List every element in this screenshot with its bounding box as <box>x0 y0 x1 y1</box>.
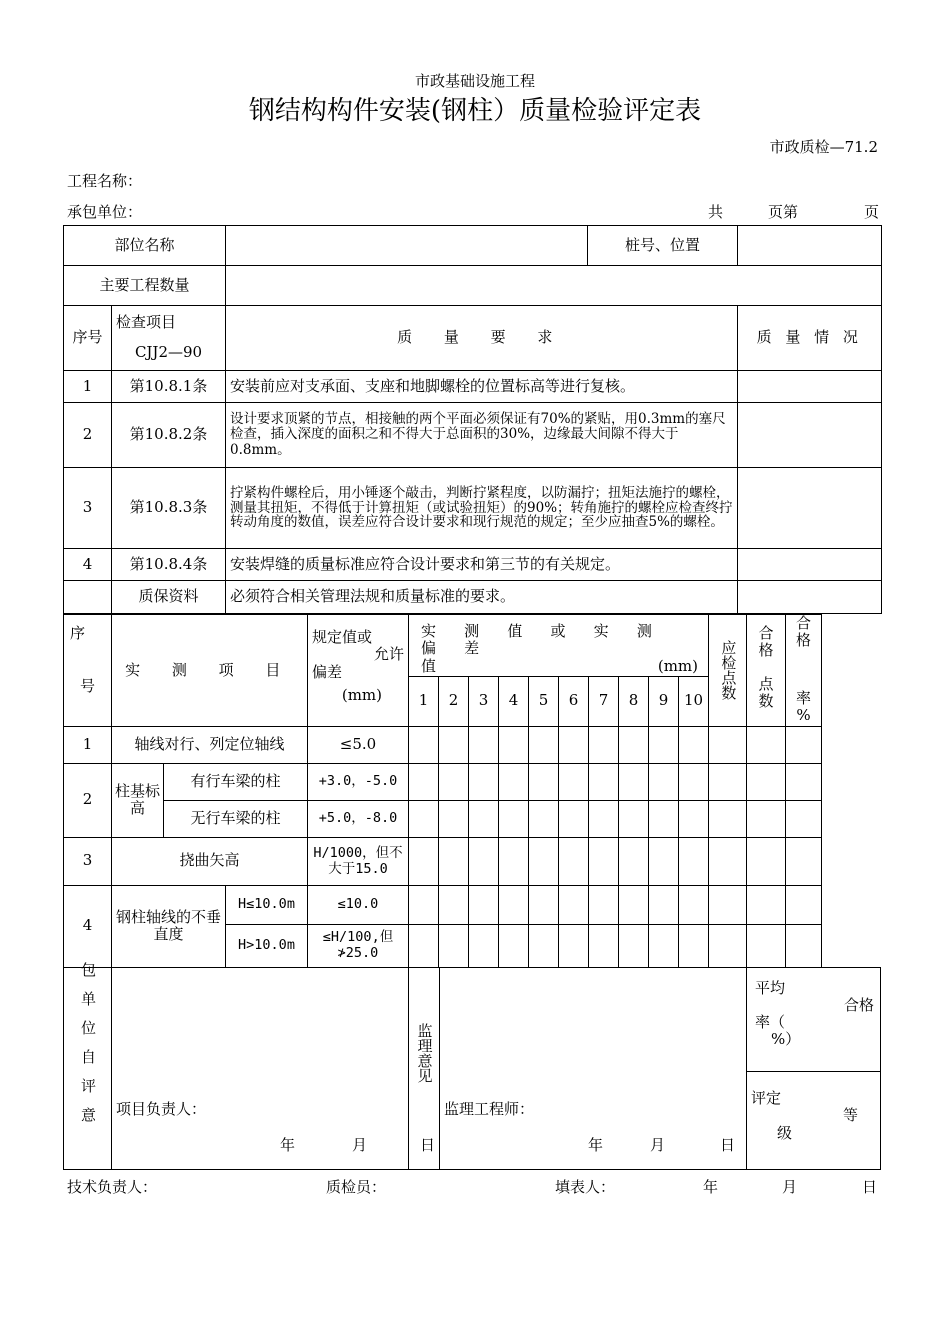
rate-line2: 格 <box>796 631 812 650</box>
seq-top: 序 <box>70 624 86 642</box>
points-header <box>709 615 747 727</box>
measure-cell[interactable] <box>529 837 559 885</box>
measure-cell[interactable] <box>679 763 709 800</box>
measure-cell[interactable] <box>499 885 529 924</box>
supervision-year: 年 <box>588 1135 604 1154</box>
form-code: 市政质检—71.2 <box>769 138 878 156</box>
item-requirement: 拧紧构件螺栓后，用小锤逐个敲击，判断拧紧程度，以防漏拧；扭矩法施拧的螺栓，测量其扭矩，不得低于计算扭矩（或试验扭矩）的90%；转角施拧的螺栓应检查终拧转动角度的数值，误差应符合设计要求和现行规范的规定；至少应抽查5%的螺栓。 <box>226 468 738 549</box>
pass-rate-cell[interactable] <box>786 800 822 837</box>
spec-line2: 允许 <box>373 645 404 664</box>
measure-cell[interactable] <box>439 800 469 837</box>
measure-cell[interactable] <box>619 800 649 837</box>
item-requirement: 设计要求顶紧的节点，相接触的两个平面必须保证有70%的紧贴，用0.3mm的塞尺检查，插入深度的面积之和不得大于总面积的30%，边缘最大间隙不得大于0.8mm。 <box>226 403 738 468</box>
avg-rate-line1: 平均 <box>755 978 786 997</box>
row-item: 有行车梁的柱 <box>164 763 308 800</box>
item-requirement: 安装前应对支承面、支座和地脚螺栓的位置标高等进行复核。 <box>226 371 738 403</box>
measure-cell[interactable] <box>589 924 619 967</box>
measure-cell[interactable] <box>499 800 529 837</box>
measure-cell[interactable] <box>589 726 619 763</box>
measure-cell[interactable] <box>649 885 679 924</box>
contractor-label: 承包单位： <box>67 203 143 221</box>
deviation-unit: (mm) <box>657 656 699 675</box>
points-cell[interactable] <box>709 763 747 800</box>
measure-cell[interactable] <box>589 885 619 924</box>
spec-header <box>308 615 409 727</box>
row-spec: ≤H/100,但≯25.0 <box>308 924 409 967</box>
measure-cell[interactable] <box>559 763 589 800</box>
item-clause: 第10.8.2条 <box>112 403 226 468</box>
page-total-label: 共 <box>708 203 724 221</box>
tech-leader-label: 技术负责人： <box>67 1178 158 1196</box>
footer-day: 日 <box>862 1178 878 1196</box>
measure-cell[interactable] <box>649 924 679 967</box>
item-clause: 第10.8.1条 <box>112 371 226 403</box>
measure-cell[interactable] <box>469 763 499 800</box>
measure-cell[interactable] <box>499 763 529 800</box>
qa-requirement: 必须符合相关管理法规和质量标准的要求。 <box>226 581 738 614</box>
measure-cell[interactable] <box>409 924 439 967</box>
measure-cell[interactable] <box>619 924 649 967</box>
measure-cell[interactable] <box>439 924 469 967</box>
avg-rate-cell[interactable] <box>747 967 881 1072</box>
avg-rate-line3: 率（ <box>755 1013 786 1031</box>
measure-cell[interactable] <box>559 800 589 837</box>
measure-cell[interactable] <box>559 885 589 924</box>
measure-cell[interactable] <box>439 885 469 924</box>
grade-line2: 等 <box>842 1106 858 1125</box>
spec-line1: 规定值或 <box>312 628 373 646</box>
col-number: 7 <box>589 676 619 726</box>
inspector-label: 质检员： <box>326 1178 387 1196</box>
supervision-month: 月 <box>650 1135 666 1154</box>
pass-rate-cell[interactable] <box>786 726 822 763</box>
col-number: 4 <box>499 676 529 726</box>
row-item: 无行车梁的柱 <box>164 800 308 837</box>
self-eval-month: 月 <box>352 1135 368 1154</box>
seq-header <box>64 615 112 727</box>
measure-cell[interactable] <box>649 763 679 800</box>
pass-rate-header <box>786 615 822 727</box>
measure-cell[interactable] <box>529 885 559 924</box>
item-status[interactable] <box>738 468 882 549</box>
measure-cell[interactable] <box>619 763 649 800</box>
measure-cell[interactable] <box>529 924 559 967</box>
footer-year: 年 <box>703 1178 719 1196</box>
item-no: 2 <box>64 403 112 468</box>
measure-cell[interactable] <box>499 924 529 967</box>
row-no: 4 <box>64 885 112 967</box>
measure-cell[interactable] <box>499 837 529 885</box>
row-item: 轴线对行、列定位轴线 <box>112 726 308 763</box>
measure-cell[interactable] <box>559 837 589 885</box>
measure-cell[interactable] <box>529 726 559 763</box>
pass-line3: 点 <box>758 674 774 693</box>
col-number: 10 <box>679 676 709 726</box>
seq-header: 序号 <box>64 306 112 371</box>
part-name-label: 部位名称 <box>64 226 226 266</box>
col-number: 8 <box>619 676 649 726</box>
qa-status[interactable] <box>738 581 882 614</box>
col-number: 5 <box>529 676 559 726</box>
project-name-label: 工程名称： <box>67 172 143 190</box>
measure-cell[interactable] <box>619 726 649 763</box>
page-end-label: 页 <box>864 203 880 221</box>
row-spec: +5.0，-8.0 <box>308 800 409 837</box>
quality-requirements-table <box>63 225 882 614</box>
item-status[interactable] <box>738 371 882 403</box>
pass-points-cell[interactable] <box>747 800 786 837</box>
grade-line3: 级 <box>777 1123 793 1142</box>
pass-rate-cell[interactable] <box>786 924 822 967</box>
row-no: 1 <box>64 726 112 763</box>
measure-cell[interactable] <box>649 837 679 885</box>
qa-blank-cell <box>64 581 112 614</box>
pass-points-cell[interactable] <box>747 837 786 885</box>
supervision-day: 日 <box>720 1135 736 1154</box>
item-no: 1 <box>64 371 112 403</box>
item-clause: 第10.8.4条 <box>112 549 226 581</box>
measure-cell[interactable] <box>679 885 709 924</box>
measure-cell[interactable] <box>679 837 709 885</box>
measure-cell[interactable] <box>529 763 559 800</box>
spec-line3: 偏差 <box>312 662 343 681</box>
points-cell[interactable] <box>709 885 747 924</box>
pass-line2: 格 <box>758 641 774 660</box>
row-spec: +3.0，-5.0 <box>308 763 409 800</box>
main-quantity-label: 主要工程数量 <box>64 266 226 306</box>
form-title: 钢结构构件安装(钢柱）质量检验评定表 <box>248 96 702 126</box>
filler-label: 填表人： <box>555 1178 616 1196</box>
measure-cell[interactable] <box>679 800 709 837</box>
measure-cell[interactable] <box>409 800 439 837</box>
self-eval-day: 日 <box>420 1135 436 1154</box>
measure-cell[interactable] <box>439 763 469 800</box>
pass-points-cell[interactable] <box>747 924 786 967</box>
measure-cell[interactable] <box>619 837 649 885</box>
measure-cell[interactable] <box>649 726 679 763</box>
col-number: 2 <box>439 676 469 726</box>
row-condition: H>10.0m <box>226 924 308 967</box>
item-status[interactable] <box>738 549 882 581</box>
pass-rate-cell[interactable] <box>786 763 822 800</box>
self-eval-label-cell <box>64 962 112 1169</box>
col-number: 9 <box>649 676 679 726</box>
spec-line4: (mm) <box>341 685 382 704</box>
row-no: 3 <box>64 837 112 885</box>
item-no: 3 <box>64 468 112 549</box>
form-subtitle: 市政基础设施工程 <box>414 72 535 90</box>
measure-cell[interactable] <box>679 924 709 967</box>
deviation-header <box>409 615 709 677</box>
rate-line3: 率 <box>796 688 812 707</box>
check-item-label: 检查项目 <box>116 313 177 332</box>
pass-rate-cell[interactable] <box>786 885 822 924</box>
points-cell[interactable] <box>709 726 747 763</box>
pass-points-header <box>747 615 786 727</box>
measure-cell[interactable] <box>469 885 499 924</box>
points-cell[interactable] <box>709 924 747 967</box>
measure-cell[interactable] <box>469 726 499 763</box>
item-clause: 第10.8.3条 <box>112 468 226 549</box>
self-eval-year: 年 <box>280 1135 296 1154</box>
col-number: 6 <box>559 676 589 726</box>
supervisor-label: 监理工程师： <box>444 1100 535 1119</box>
avg-rate-line2: 合格 <box>843 995 874 1014</box>
pass-points-cell[interactable] <box>747 885 786 924</box>
measure-cell[interactable] <box>559 924 589 967</box>
grade-cell[interactable] <box>747 1072 881 1169</box>
pass-rate-cell[interactable] <box>786 837 822 885</box>
pile-location-value[interactable] <box>738 226 882 266</box>
item-status[interactable] <box>738 403 882 468</box>
deviation-line2: 值 <box>421 656 437 675</box>
part-name-value[interactable] <box>226 226 588 266</box>
row-condition: H≤10.0m <box>226 885 308 924</box>
pass-line1: 合 <box>758 624 774 642</box>
pass-line4: 数 <box>758 691 774 710</box>
measure-cell[interactable] <box>469 837 499 885</box>
avg-rate-line4: %） <box>771 1030 801 1049</box>
points-cell[interactable] <box>709 837 747 885</box>
measure-cell[interactable] <box>589 763 619 800</box>
self-eval-vertical-label: 包单位自评意 <box>79 962 97 1136</box>
pass-points-cell[interactable] <box>747 763 786 800</box>
measurement-table <box>63 614 881 1170</box>
quality-status-header: 质 量 情 况 <box>738 306 882 371</box>
qa-label: 质保资料 <box>112 581 226 614</box>
supervision-vertical-label: 监理意见 <box>415 1023 434 1083</box>
row-spec: ≤10.0 <box>308 885 409 924</box>
col-number: 3 <box>469 676 499 726</box>
measure-cell[interactable] <box>409 726 439 763</box>
measure-cell[interactable] <box>439 726 469 763</box>
measure-cell[interactable] <box>499 726 529 763</box>
row-item: 挠曲矢高 <box>112 837 308 885</box>
col-number: 1 <box>409 676 439 726</box>
rate-line4: % <box>796 705 811 724</box>
main-quantity-value[interactable] <box>226 266 882 306</box>
points-label: 应检点数 <box>719 640 738 701</box>
measure-cell[interactable] <box>679 726 709 763</box>
deviation-line1: 实 测 值 或 实 测 偏 差 <box>421 622 664 658</box>
row-group: 钢柱轴线的不垂直度 <box>112 885 226 967</box>
supervision-cell[interactable] <box>409 967 747 1169</box>
row-spec: H/1000，但不大于15.0 <box>308 837 409 885</box>
measure-cell[interactable] <box>589 800 619 837</box>
row-no: 2 <box>64 763 112 837</box>
measure-cell[interactable] <box>589 837 619 885</box>
item-no: 4 <box>64 549 112 581</box>
check-item-standard: CJJ2—90 <box>134 343 203 362</box>
measure-cell[interactable] <box>469 800 499 837</box>
rate-line1: 合 <box>796 614 812 632</box>
measure-cell[interactable] <box>559 726 589 763</box>
measure-cell[interactable] <box>649 800 679 837</box>
project-leader-label: 项目负责人： <box>116 1100 207 1119</box>
points-cell[interactable] <box>709 800 747 837</box>
measure-cell[interactable] <box>409 885 439 924</box>
measure-cell[interactable] <box>439 837 469 885</box>
measure-item-header: 实 测 项 目 <box>112 615 308 727</box>
row-spec: ≤5.0 <box>308 726 409 763</box>
measure-cell[interactable] <box>469 924 499 967</box>
footer-month: 月 <box>782 1178 798 1196</box>
measure-cell[interactable] <box>409 837 439 885</box>
pass-points-cell[interactable] <box>747 726 786 763</box>
measure-cell[interactable] <box>529 800 559 837</box>
pile-location-label: 桩号、位置 <box>588 226 738 266</box>
item-requirement: 安装焊缝的质量标准应符合设计要求和第三节的有关规定。 <box>226 549 738 581</box>
measure-cell[interactable] <box>409 763 439 800</box>
measure-cell[interactable] <box>619 885 649 924</box>
page-mid-label: 页第 <box>768 203 799 221</box>
grade-line1: 评定 <box>751 1089 782 1108</box>
row-group: 柱基标高 <box>112 763 164 837</box>
check-item-header <box>112 306 226 371</box>
quality-requirements-header: 质 量 要 求 <box>226 306 738 371</box>
seq-bottom: 号 <box>79 677 95 696</box>
